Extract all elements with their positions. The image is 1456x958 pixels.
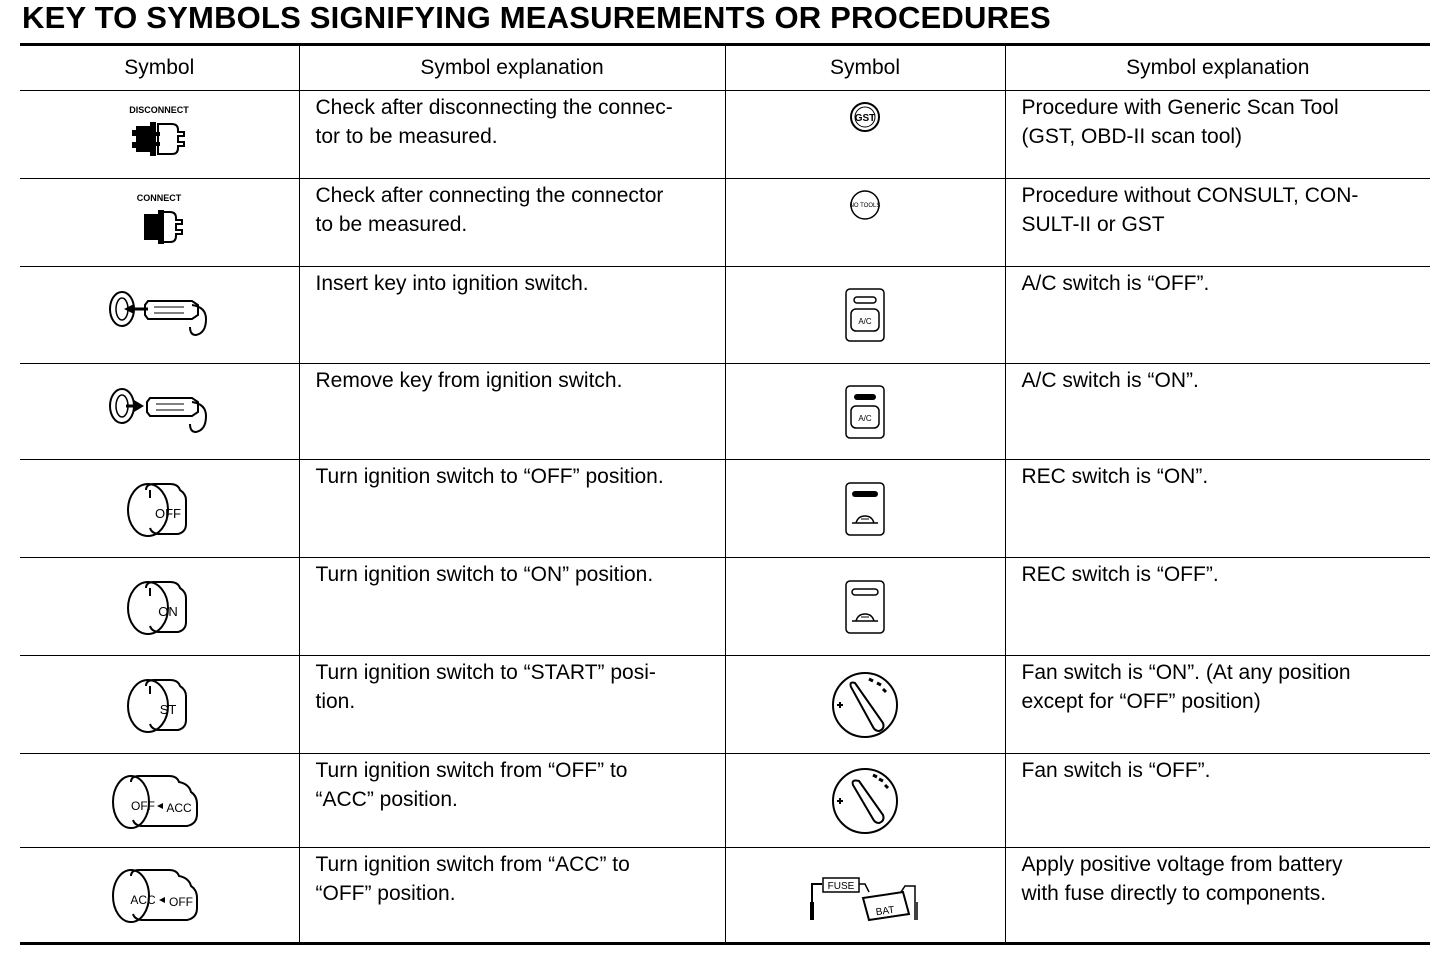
explanation-cell — [299, 460, 725, 558]
page-title: KEY TO SYMBOLS SIGNIFYING MEASUREMENTS OR PROCEDURES — [22, 0, 1051, 35]
explanation-text: Insert key into ignition switch. — [315, 272, 589, 295]
symbol-cell — [725, 460, 1005, 558]
explanation-text: REC switch is “OFF”. — [1021, 563, 1219, 586]
svg-text:ON: ON — [158, 603, 178, 619]
explanation-cell — [299, 179, 725, 267]
connect-connector-icon — [114, 192, 204, 254]
ignition-start-icon — [124, 672, 194, 738]
svg-text:NO TOOLS: NO TOOLS — [849, 202, 881, 209]
symbol-cell — [20, 460, 299, 558]
symbol-cell — [725, 267, 1005, 364]
table-row — [20, 179, 1430, 267]
explanation-text: REC switch is “ON”. — [1021, 465, 1209, 488]
explanation-cell — [299, 91, 725, 179]
symbol-cell — [725, 179, 1005, 267]
explanation-cell — [1005, 754, 1430, 848]
symbol-cell — [20, 558, 299, 656]
table-row — [20, 754, 1430, 848]
table-row — [20, 460, 1430, 558]
svg-text:ACC: ACC — [166, 800, 192, 815]
ac-switch-off-icon — [842, 285, 888, 345]
fan-switch-on-icon — [829, 669, 901, 741]
explanation-text: Procedure with Generic Scan Tool (GST, OBD-II scan tool) — [1021, 96, 1339, 148]
explanation-text: Turn ignition switch to “OFF” position. — [315, 465, 664, 488]
table-row — [20, 91, 1430, 179]
svg-text:FUSE: FUSE — [827, 881, 855, 892]
explanation-cell — [1005, 91, 1430, 179]
explanation-cell — [1005, 364, 1430, 460]
disconnect-connector-icon — [114, 104, 204, 166]
table-row — [20, 656, 1430, 754]
svg-text:ACC: ACC — [130, 893, 156, 907]
explanation-cell — [299, 848, 725, 944]
table-header-row — [20, 45, 1430, 91]
ac-switch-on-icon — [842, 382, 888, 442]
symbol-cell — [725, 558, 1005, 656]
symbol-cell — [725, 91, 1005, 179]
explanation-text: Check after connecting the connector to be measured. — [315, 184, 664, 236]
explanation-cell — [299, 558, 725, 656]
explanation-text: Apply positive voltage from battery with fuse directly to components. — [1021, 853, 1343, 905]
explanation-cell — [1005, 460, 1430, 558]
ignition-off-to-acc-icon — [109, 768, 209, 834]
svg-text:A/C: A/C — [858, 317, 872, 326]
ignition-acc-to-off-icon — [109, 862, 209, 928]
explanation-text: Check after disconnecting the connec- tor to be measured. — [315, 96, 673, 148]
symbol-cell — [20, 179, 299, 267]
explanation-text: A/C switch is “ON”. — [1021, 369, 1199, 392]
fan-switch-off-icon — [829, 765, 901, 837]
symbol-key-table — [20, 43, 1430, 945]
svg-text:GST: GST — [854, 112, 876, 124]
explanation-text: Turn ignition switch from “ACC” to “OFF” position. — [315, 853, 630, 905]
symbol-cell — [20, 364, 299, 460]
ignition-off-icon — [124, 476, 194, 542]
gst-icon — [845, 97, 885, 137]
svg-text:CONNECT: CONNECT — [137, 192, 182, 203]
explanation-text: Procedure without CONSULT, CON- SULT-II or GST — [1021, 184, 1359, 236]
explanation-cell — [1005, 656, 1430, 754]
svg-text:A/C: A/C — [858, 413, 872, 423]
explanation-text: Remove key from ignition switch. — [315, 369, 623, 392]
insert-key-icon — [104, 285, 214, 345]
explanation-text: Turn ignition switch to “ON” position. — [315, 563, 654, 586]
explanation-cell — [1005, 558, 1430, 656]
remove-key-icon — [104, 382, 214, 442]
explanation-cell — [299, 754, 725, 848]
explanation-cell — [1005, 848, 1430, 944]
header-symbol-right: Symbol — [725, 45, 1005, 91]
ignition-on-icon — [124, 574, 194, 640]
symbol-cell — [725, 848, 1005, 944]
header-explanation-left: Symbol explanation — [299, 45, 725, 91]
symbol-cell — [725, 656, 1005, 754]
symbol-cell — [20, 656, 299, 754]
symbol-cell — [20, 267, 299, 364]
explanation-cell — [299, 364, 725, 460]
header-explanation-right: Symbol explanation — [1005, 45, 1430, 91]
explanation-text: A/C switch is “OFF”. — [1021, 272, 1210, 295]
svg-text:OFF: OFF — [169, 895, 194, 909]
explanation-cell — [1005, 179, 1430, 267]
rec-switch-on-icon — [842, 479, 888, 539]
svg-text:OFF: OFF — [155, 505, 182, 521]
battery-fuse-icon — [805, 862, 925, 928]
svg-text:DISCONNECT: DISCONNECT — [129, 104, 190, 115]
explanation-cell — [299, 267, 725, 364]
svg-text:ST: ST — [159, 701, 177, 717]
table-row — [20, 267, 1430, 364]
table-row — [20, 558, 1430, 656]
explanation-text: Fan switch is “ON”. (At any position except for “OFF” position) — [1021, 661, 1351, 713]
explanation-text: Turn ignition switch from “OFF” to “ACC” position. — [315, 759, 628, 811]
symbol-cell — [20, 91, 299, 179]
rec-switch-off-icon — [842, 577, 888, 637]
table-row — [20, 848, 1430, 944]
table-row — [20, 364, 1430, 460]
explanation-text: Fan switch is “OFF”. — [1021, 759, 1211, 782]
svg-text:BAT: BAT — [875, 904, 896, 919]
explanation-cell — [1005, 267, 1430, 364]
symbol-cell — [725, 754, 1005, 848]
symbol-cell — [20, 754, 299, 848]
no-tools-icon — [845, 185, 885, 225]
symbol-cell — [725, 364, 1005, 460]
svg-text:OFF: OFF — [131, 798, 156, 813]
explanation-cell — [299, 656, 725, 754]
symbol-cell — [20, 848, 299, 944]
header-symbol-left: Symbol — [20, 45, 299, 91]
explanation-text: Turn ignition switch to “START” posi- tion. — [315, 661, 656, 713]
